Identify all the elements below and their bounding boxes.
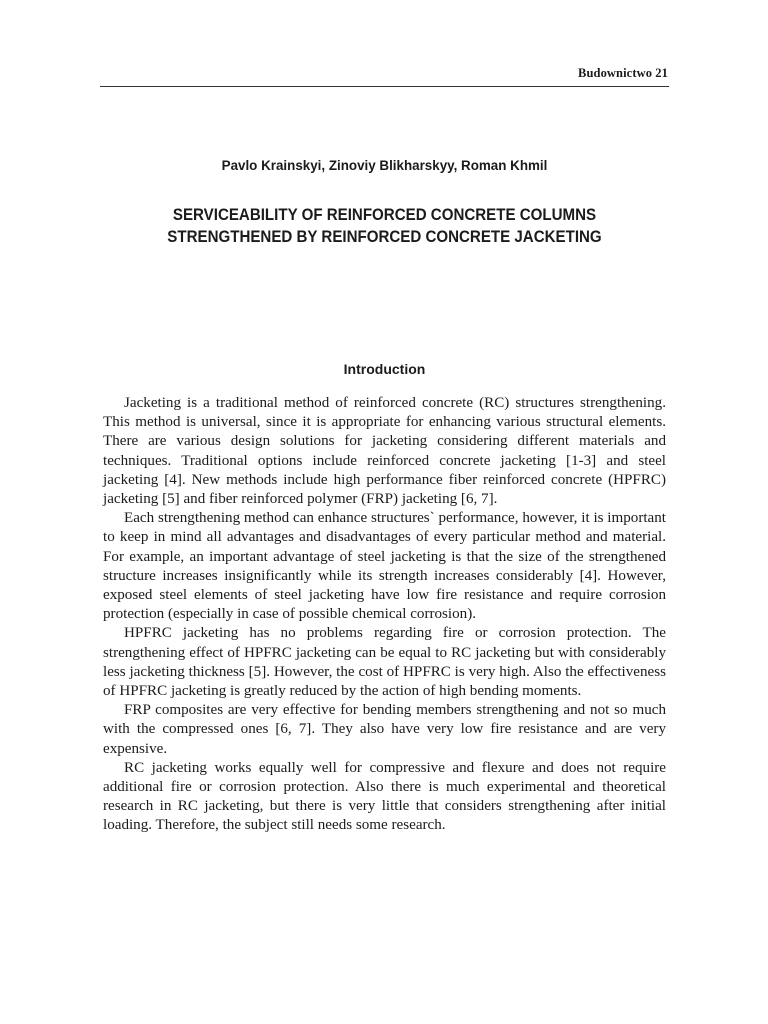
authors: Pavlo Krainskyi, Zinoviy Blikharskyy, Roman Khmil [221, 158, 548, 173]
title-line: SERVICEABILITY OF REINFORCED CONCRETE COLUMNS [172, 205, 597, 224]
title-line: STRENGTHENED BY REINFORCED CONCRETE JACKETING [167, 227, 602, 246]
body-text [103, 394, 666, 836]
paragraph: Jacketing is a traditional method of reinforced concrete (RC) structures strengthening. This method is universal, since it is appropriate for enhancing various structural elements. There are various design solutions for jacketing considering different materials and techniques. Traditional options include reinforced concrete jacketing [1-3] and steel jacketing [4]. New methods include high performance fiber reinforced concrete (HPFRC) jacketing [5] and fiber reinforced polymer (FRP) jacketing [6, 7]. [103, 395, 666, 508]
paragraph: FRP composites are very effective for bending members strengthening and not so much with the compressed ones [6, 7]. They also have very low fire resistance and are very expensive. [103, 702, 666, 757]
paragraph: Each strengthening method can enhance structures` performance, however, it is important to keep in mind all advantages and disadvantages of every particular method and material. For example, an important advantage of steel jacketing is that the size of the strengthened structure increases insignificantly while its strength increases considerably [4]. However, exposed steel elements of steel jacketing have low fire resistance and require corrosion protection (especially in case of possible chemical corrosion). [103, 510, 666, 623]
running-header: Budownictwo 21 [578, 66, 668, 80]
paragraph: HPFRC jacketing has no problems regarding fire or corrosion protection. The strengthening effect of HPFRC jacketing can be equal to RC jacketing but with considerably less jacketing thickness [5]. However, the cost of HPFRC is very high. Also the effectiveness of HPFRC jacketing is greatly reduced by the action of high bending moments. [103, 625, 666, 700]
article-title [128, 204, 640, 248]
paragraph: RC jacketing works equally well for compressive and flexure and does not require additional fire or corrosion protection. Also there is much experimental and theoretical research in RC jacketing, but there is very little that considers strengthening after initial loading. Therefore, the subject still needs some research. [103, 759, 666, 834]
section-heading: Introduction [343, 361, 426, 377]
header-rule [100, 86, 669, 87]
